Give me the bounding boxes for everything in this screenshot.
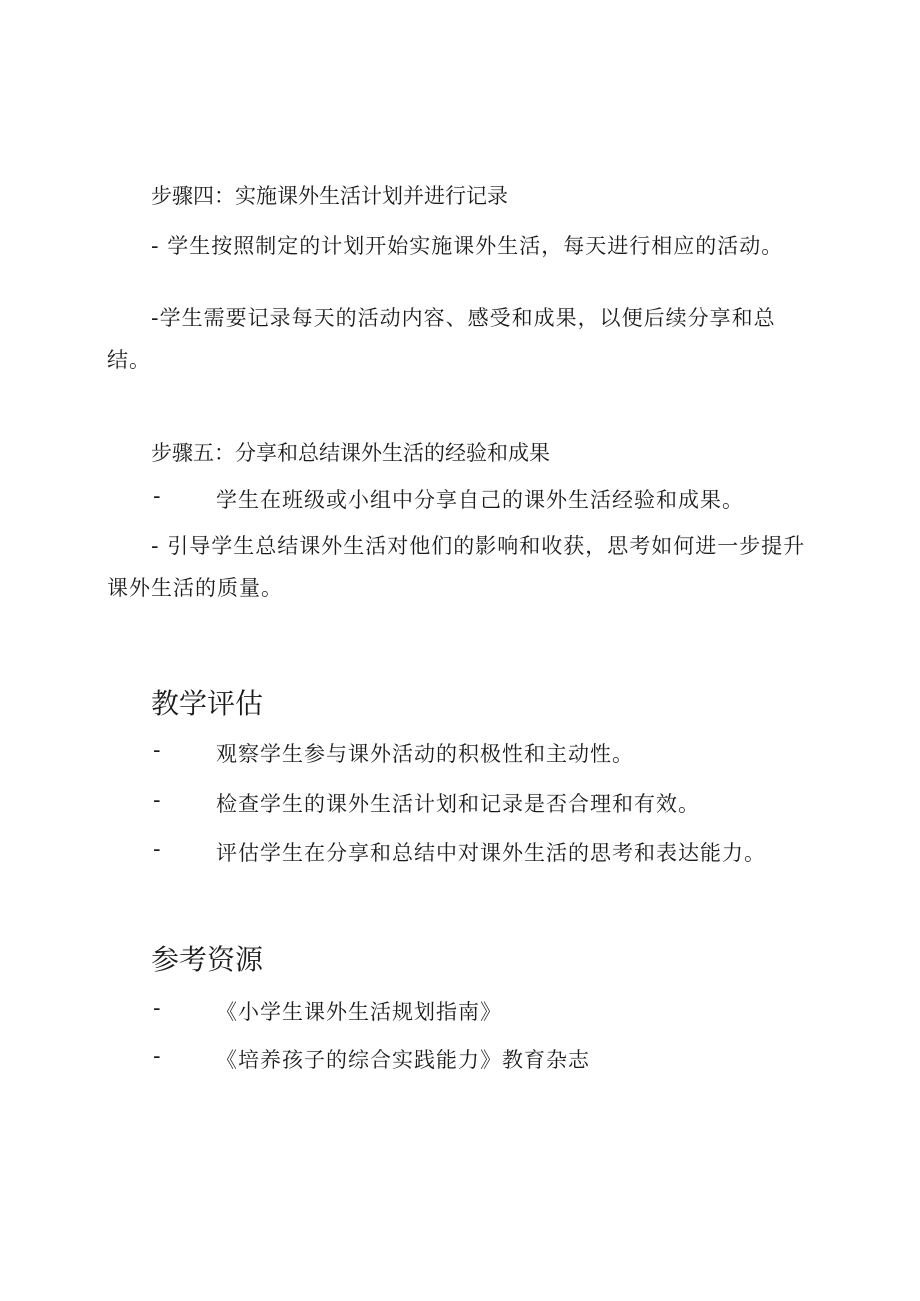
resources-item-2-dash: -: [153, 1044, 161, 1068]
resources-item-1-dash: -: [153, 996, 161, 1020]
evaluation-item-1-dash: -: [153, 738, 161, 762]
step4-item-1: - 学生按照制定的计划开始实施课外生活，每天进行相应的活动。: [151, 234, 784, 258]
evaluation-item-3: 评估学生在分享和总结中对课外生活的思考和表达能力。: [216, 841, 766, 865]
evaluation-item-3-dash: -: [153, 837, 161, 861]
step4-item-2: -学生需要记录每天的活动内容、感受和成果，以便后续分享和总结。: [107, 306, 776, 372]
evaluation-item-2-dash: -: [153, 788, 161, 812]
step4-heading: 步骤四：实施课外生活计划并进行记录: [151, 184, 508, 208]
resources-item-1: 《小学生课外生活规划指南》: [216, 1000, 502, 1024]
evaluation-item-1: 观察学生参与课外活动的积极性和主动性。: [216, 742, 634, 766]
step5-item-2: - 引导学生总结课外生活对他们的影响和收获，思考如何进一步提升课外生活的质量。: [107, 534, 806, 600]
resources-heading: 参考资源: [151, 943, 264, 976]
step5-item-1-dash: -: [153, 484, 161, 508]
step5-item-1: 学生在班级或小组中分享自己的课外生活经验和成果。: [216, 488, 744, 512]
resources-item-2: 《培养孩子的综合实践能力》教育杂志: [216, 1048, 590, 1072]
evaluation-heading: 教学评估: [151, 687, 264, 720]
step5-heading: 步骤五：分享和总结课外生活的经验和成果: [151, 441, 550, 465]
evaluation-item-2: 检查学生的课外生活计划和记录是否合理和有效。: [216, 792, 700, 816]
